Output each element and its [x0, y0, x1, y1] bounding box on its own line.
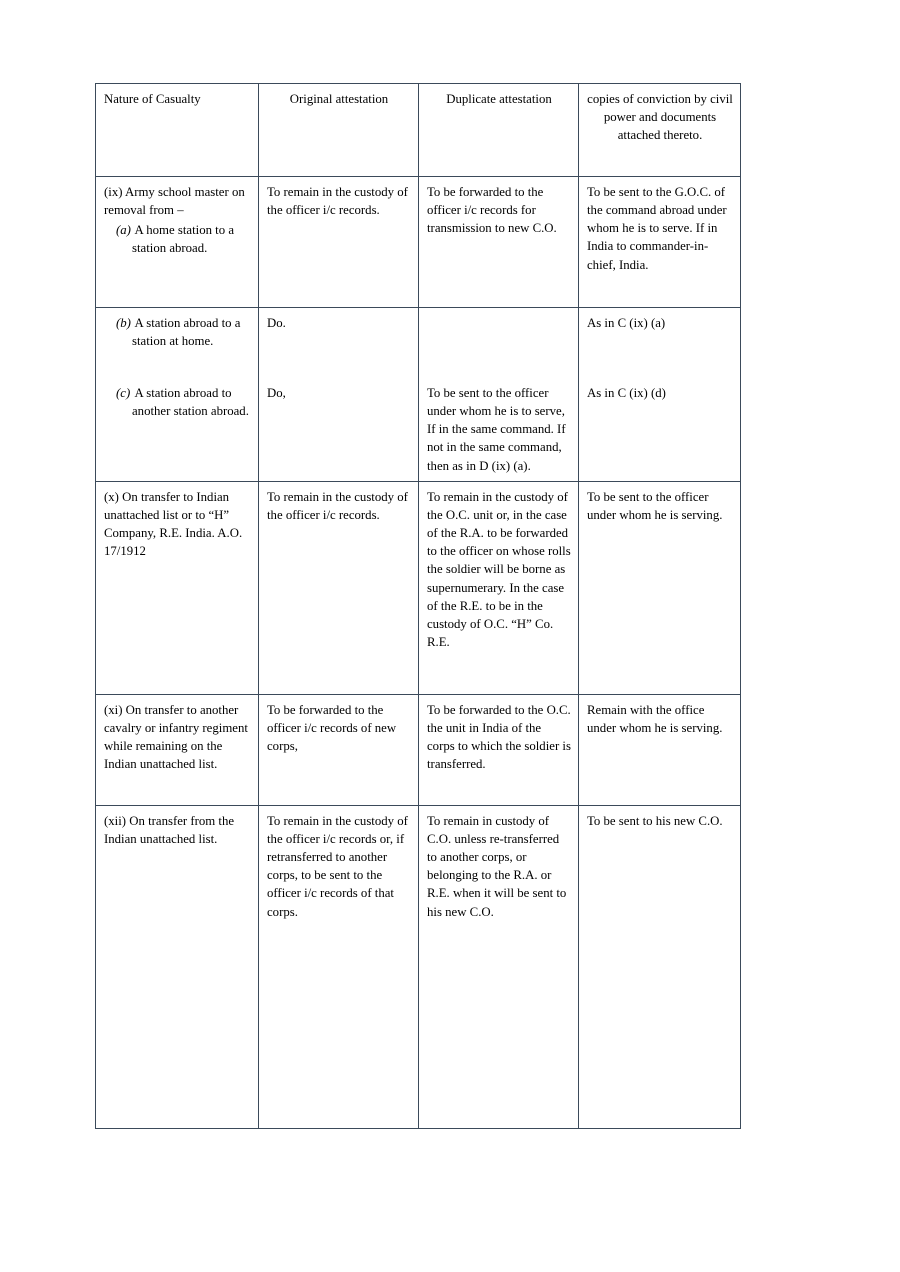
- cell-duplicate-ix-c: To be sent to the officer under whom he is to serve, If in the same command. If not in the same command, then as in D (ix) (a).: [419, 378, 579, 481]
- table-header-row: [96, 84, 741, 177]
- cell-nature-ix-b: [96, 308, 259, 379]
- table-row: [96, 694, 741, 805]
- cell-duplicate-ix-b: [419, 308, 579, 379]
- row-ix-subitem-b: [116, 314, 251, 350]
- cell-copies-xi: Remain with the office under whom he is serving.: [579, 694, 741, 805]
- casualty-table: [95, 83, 741, 1129]
- cell-duplicate-xii: To remain in custody of C.O. unless re-transferred to another corps, or belonging to the R.A. or R.E. when it will be sent to his new C.O.: [419, 805, 579, 1128]
- cell-original-x: To remain in the custody of the officer i/c records.: [259, 481, 419, 694]
- row-ix-subitem-b-label: (b): [116, 316, 131, 330]
- header-duplicate-attestation: Duplicate attestation: [419, 84, 579, 177]
- cell-duplicate-xi: To be forwarded to the O.C. the unit in India of the corps to which the soldier is transferred.: [419, 694, 579, 805]
- cell-original-xii: To remain in the custody of the officer i/c records or, if retransferred to another corps, to be sent to the officer i/c records of that corps.: [259, 805, 419, 1128]
- cell-original-ix-a: To remain in the custody of the officer i/c records.: [259, 177, 419, 308]
- row-ix-subitem-c-label: (c): [116, 386, 131, 400]
- cell-original-xi: To be forwarded to the officer i/c records of new corps,: [259, 694, 419, 805]
- table-row: [96, 378, 741, 481]
- cell-nature-xii: (xii) On transfer from the Indian unattached list.: [96, 805, 259, 1128]
- cell-nature-x: (x) On transfer to Indian unattached list or to “H” Company, R.E. India. A.O. 17/1912: [96, 481, 259, 694]
- cell-duplicate-x: To remain in the custody of the O.C. unit or, in the case of the R.A. to be forwarded to the officer on whose rolls the soldier will be borne as supernumerary. In the case of the R.E. to be in the custody of O.C. “H” Co. R.E.: [419, 481, 579, 694]
- row-ix-subitem-c-text: A station abroad to another station abroad.: [132, 386, 249, 419]
- row-ix-subitem-a: [116, 221, 251, 257]
- table-row: [96, 177, 741, 308]
- row-ix-subitem-c: [116, 384, 251, 420]
- table-row: [96, 308, 741, 379]
- header-copies-of-conviction: copies of conviction by civil power and documents attached thereto.: [579, 84, 741, 177]
- cell-duplicate-ix-a: To be forwarded to the officer i/c records for transmission to new C.O.: [419, 177, 579, 308]
- table-row: [96, 805, 741, 1128]
- cell-nature-xi: (xi) On transfer to another cavalry or infantry regiment while remaining on the Indian unattached list.: [96, 694, 259, 805]
- cell-copies-ix-a: To be sent to the G.O.C. of the command abroad under whom he is to serve. If in India to commander-in-chief, India.: [579, 177, 741, 308]
- cell-original-ix-b: Do.: [259, 308, 419, 379]
- table-row: [96, 481, 741, 694]
- cell-copies-ix-c: As in C (ix) (d): [579, 378, 741, 481]
- row-ix-subitem-a-label: (a): [116, 223, 131, 238]
- cell-copies-x: To be sent to the officer under whom he is serving.: [579, 481, 741, 694]
- row-ix-subitem-b-text: A station abroad to a station at home.: [132, 316, 241, 349]
- cell-original-ix-c: Do,: [259, 378, 419, 481]
- header-original-attestation: Original attestation: [259, 84, 419, 177]
- row-ix-subitem-a-text: A home station to a station abroad.: [132, 223, 235, 256]
- cell-copies-ix-b: As in C (ix) (a): [579, 308, 741, 379]
- row-ix-heading: (ix) Army school master on removal from –: [104, 185, 245, 218]
- cell-copies-xii: To be sent to his new C.O.: [579, 805, 741, 1128]
- cell-nature-ix-c: [96, 378, 259, 481]
- header-nature-of-casualty: Nature of Casualty: [96, 84, 259, 177]
- cell-nature-ix-a: [96, 177, 259, 308]
